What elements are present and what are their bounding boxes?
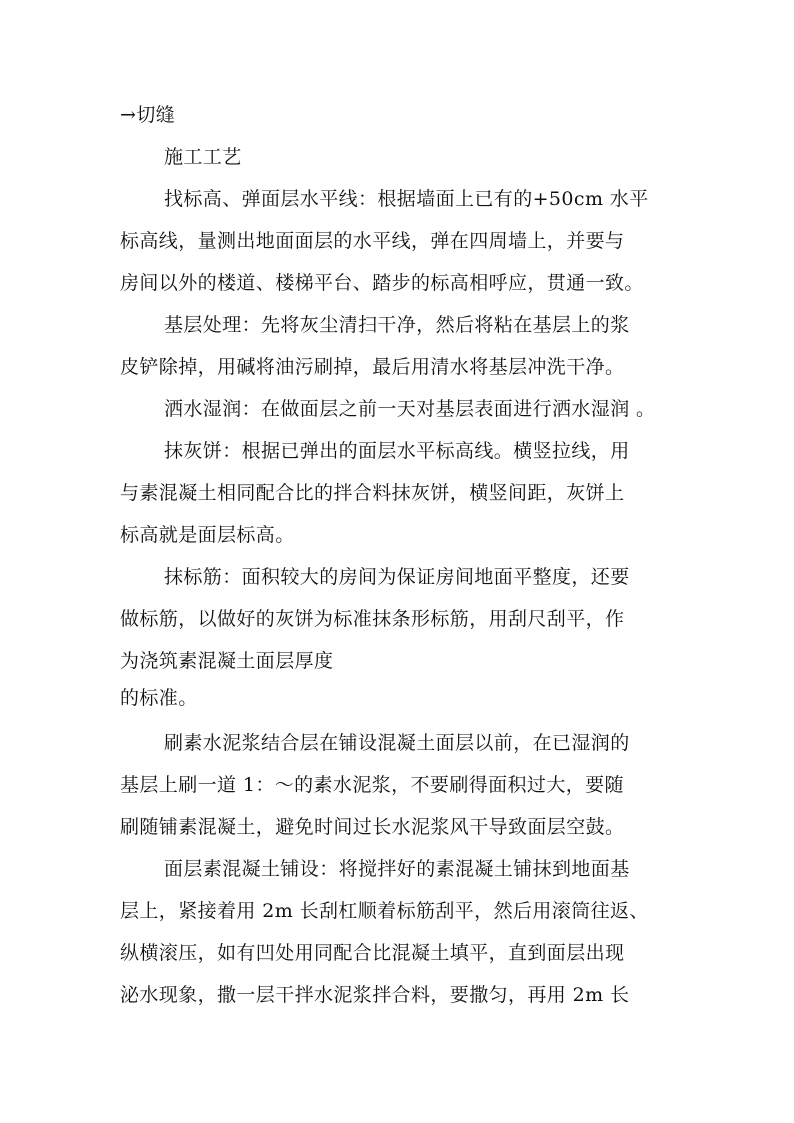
paragraph-line: 为浇筑素混凝土面层厚度 <box>120 650 334 672</box>
paragraph-line: 洒水湿润：在做面层之前一天对基层表面进行洒水湿润 。 <box>164 398 656 420</box>
section-heading-construction-process: 施工工艺 <box>164 146 242 168</box>
paragraph-line: 抹灰饼：根据已弹出的面层水平标高线。横竖拉线，用 <box>164 440 630 462</box>
paragraph-line: 找标高、弹面层水平线：根据墙面上已有的+50cm 水平 <box>164 188 649 210</box>
paragraph-line: 与素混凝土相同配合比的拌合料抹灰饼，横竖间距，灰饼上 <box>120 482 625 504</box>
paragraph-line: 基层上刷一道 1：～的素水泥浆，不要刷得面积过大，要随 <box>120 774 624 796</box>
paragraph-line: 抹标筋：面积较大的房间为保证房间地面平整度，还要 <box>164 566 630 588</box>
section-heading-cutting-joint: →切缝 <box>120 104 176 126</box>
paragraph-line: 刷随铺素混凝土，避免时间过长水泥浆风干导致面层空鼓。 <box>120 816 625 838</box>
paragraph-line: 面层素混凝土铺设：将搅拌好的素混凝土铺抹到地面基 <box>164 858 630 880</box>
paragraph-line: 层上，紧接着用 2m 长刮杠顺着标筋刮平，然后用滚筒往返、 <box>120 900 649 922</box>
paragraph-line: 房间以外的楼道、楼梯平台、踏步的标高相呼应，贯通一致。 <box>120 272 644 294</box>
paragraph-line: 皮铲除掉，用碱将油污刷掉，最后用清水将基层冲洗干净。 <box>120 356 625 378</box>
paragraph-line: 标高线，量测出地面面层的水平线，弹在四周墙上，并要与 <box>120 230 625 252</box>
paragraph-line: 的标准。 <box>120 687 198 709</box>
paragraph-line: 纵横滚压，如有凹处用同配合比混凝土填平，直到面层出现 <box>120 942 625 964</box>
paragraph-line: 泌水现象，撒一层干拌水泥浆拌合料，要撒匀，再用 2m 长 <box>120 984 630 1006</box>
paragraph-line: 刷素水泥浆结合层在铺设混凝土面层以前，在已湿润的 <box>164 732 630 754</box>
paragraph-line: 基层处理：先将灰尘清扫干净，然后将粘在基层上的浆 <box>164 314 630 336</box>
paragraph-line: 做标筋，以做好的灰饼为标准抹条形标筋，用刮尺刮平，作 <box>120 608 625 630</box>
paragraph-line: 标高就是面层标高。 <box>120 524 295 546</box>
